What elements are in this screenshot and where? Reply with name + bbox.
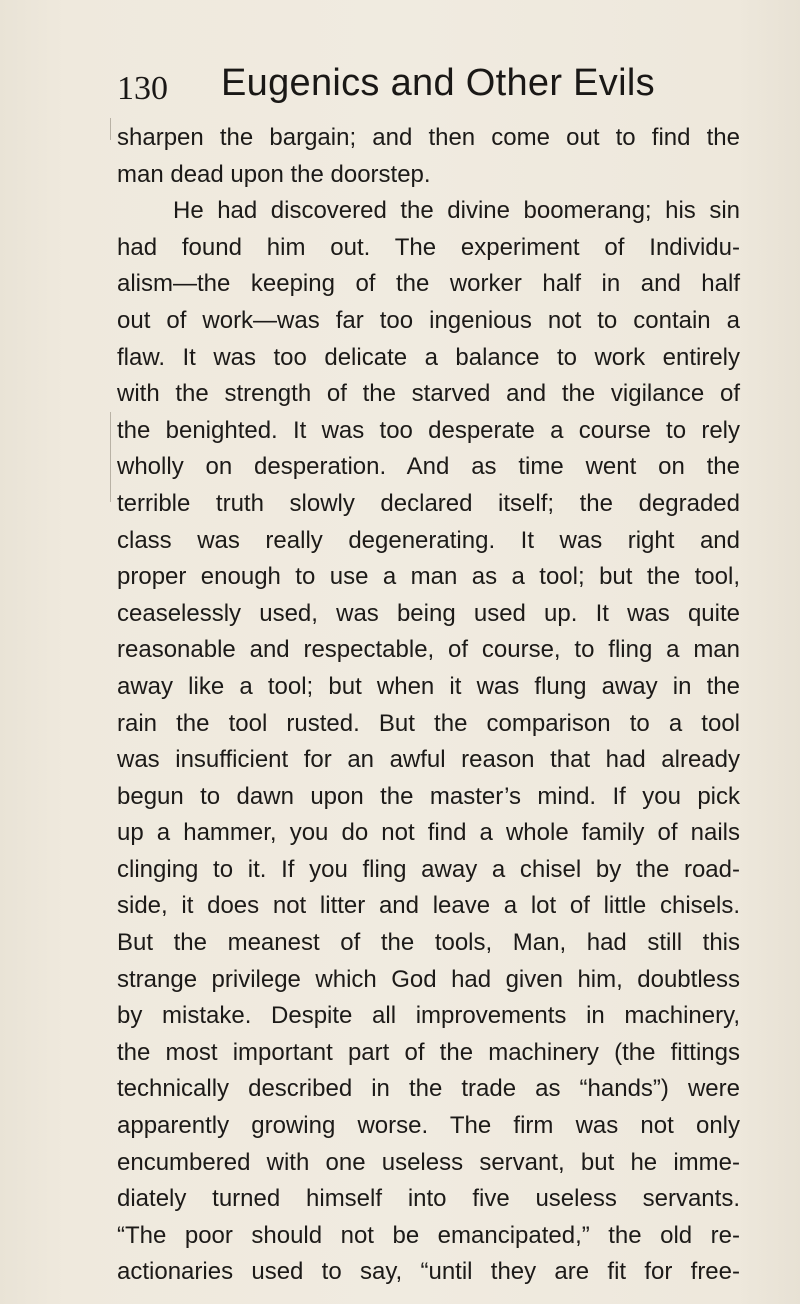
text-line: by mistake. Despite all improvements in machinery,	[117, 1002, 740, 1030]
text-line: reasonable and respectable, of course, to fling a man	[117, 636, 740, 664]
margin-mark	[110, 412, 111, 502]
text-line: But the meanest of the tools, Man, had still this	[117, 929, 740, 957]
text-line: up a hammer, you do not find a whole family of nails	[117, 819, 740, 847]
text-line: technically described in the trade as “hands”) were	[117, 1075, 740, 1103]
text-line: alism—the keeping of the worker half in and half	[117, 270, 740, 298]
text-line: diately turned himself into five useless servants.	[117, 1185, 740, 1213]
margin-mark	[110, 118, 111, 140]
text-line: the most important part of the machinery (the fittings	[117, 1038, 740, 1066]
text-line: “The poor should not be emancipated,” the old re-	[117, 1221, 740, 1249]
body-text	[117, 120, 740, 1291]
text-line: had found him out. The experiment of Individu-	[117, 233, 740, 261]
text-line: actionaries used to say, “until they are fit for free-	[117, 1258, 740, 1286]
running-title: Eugenics and Other Evils	[221, 62, 655, 104]
page-header	[117, 62, 717, 122]
text-line: proper enough to use a man as a tool; but the tool,	[117, 563, 740, 591]
page-number: 130	[117, 70, 168, 107]
text-line: side, it does not litter and leave a lot of little chisels.	[117, 892, 740, 920]
text-line: strange privilege which God had given him, doubtless	[117, 965, 740, 993]
text-line: with the strength of the starved and the vigilance of	[117, 380, 740, 408]
text-line: sharpen the bargain; and then come out to find the	[117, 124, 740, 151]
text-line: ceaselessly used, was being used up. It was quite	[117, 599, 740, 627]
text-line: man dead upon the doorstep.	[117, 160, 431, 188]
text-line: class was really degenerating. It was right and	[117, 526, 740, 554]
text-line: apparently growing worse. The firm was not only	[117, 1112, 740, 1140]
text-line: He had discovered the divine boomerang; his sin	[173, 197, 740, 225]
text-line: flaw. It was too delicate a balance to work entirely	[117, 343, 740, 371]
text-line: terrible truth slowly declared itself; the degraded	[117, 489, 740, 517]
text-line: was insufficient for an awful reason that had already	[117, 746, 740, 774]
text-line: begun to dawn upon the master’s mind. If you pick	[117, 782, 740, 810]
text-line: rain the tool rusted. But the comparison to a tool	[117, 709, 740, 737]
text-line: the benighted. It was too desperate a course to rely	[117, 416, 740, 444]
text-line: wholly on desperation. And as time went on the	[117, 453, 740, 481]
text-line: clinging to it. If you fling away a chisel by the road-	[117, 855, 740, 883]
text-line: encumbered with one useless servant, but he imme-	[117, 1148, 740, 1176]
text-line: away like a tool; but when it was flung away in the	[117, 672, 740, 700]
text-line: out of work—was far too ingenious not to contain a	[117, 306, 740, 334]
